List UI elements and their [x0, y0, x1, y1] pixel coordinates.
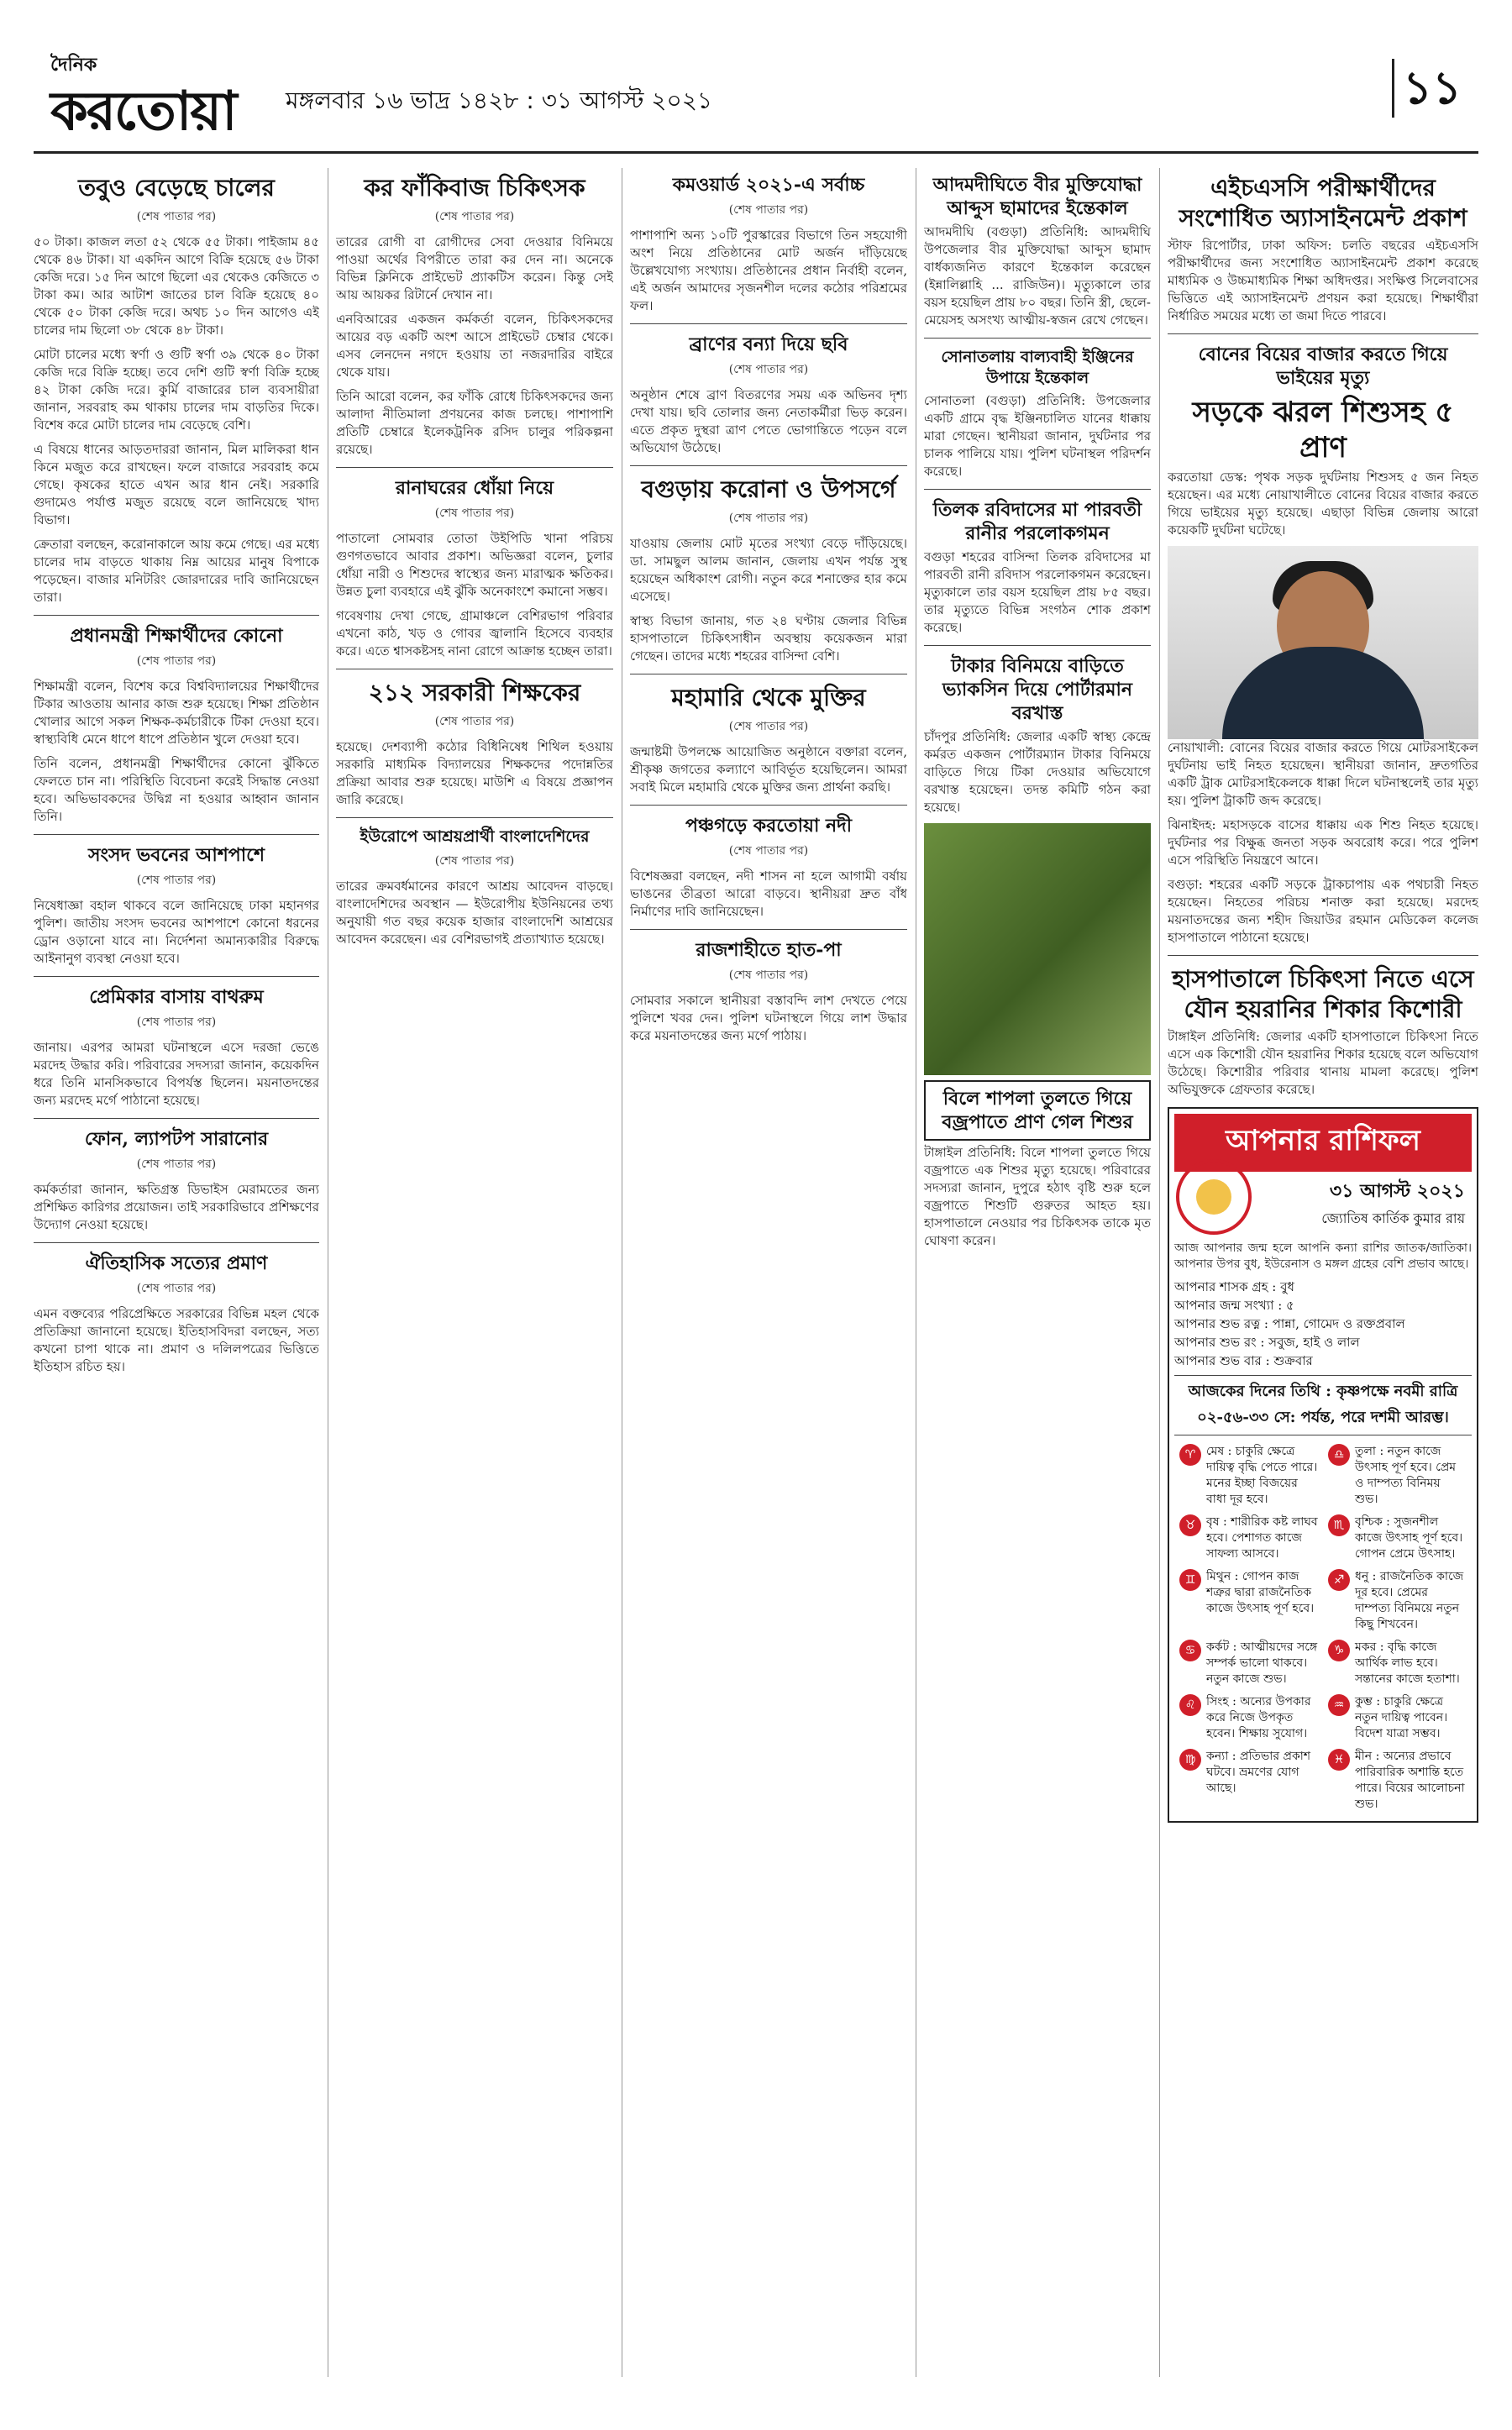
headline[interactable]: পঞ্চগড়ে করতোয়া নদী	[685, 815, 852, 837]
sign-text: ধনু : রাজনৈতিক কাজে দূর হবে। প্রেমের দাম্পত্য বিনিময়ে নতুন কিছু শিখবেন।	[1355, 1570, 1464, 1631]
news-photo[interactable]	[924, 823, 1151, 1075]
headline-sub: (শেষ পাতার পর)	[434, 210, 515, 223]
headline[interactable]: হাসপাতালে চিকিৎসা নিতে এসে যৌন হয়রানির শিকার কিশোরী	[1172, 965, 1474, 1023]
headline[interactable]: বিলে শাপলা তুলতে গিয়ে বজ্রপাতে প্রাণ গেল শিশুর	[924, 1080, 1151, 1141]
headline[interactable]: আদমদীঘিতে বীর মুক্তিযোদ্ধা আব্দুস ছামাদের ইন্তেকাল	[932, 174, 1142, 219]
article-text: তিনি আরো বলেন, কর ফাঁকি রোধে চিকিৎসকদের জন্য আলাদা নীতিমালা প্রণয়নের কাজ চলছে। পাশাপাশি প্রতিটি চেম্বারে ইলেকট্রনিক রসিদ চালুর পরিকল্পনা রয়েছে।	[336, 389, 613, 457]
capricorn-icon: ♑	[1328, 1640, 1350, 1661]
article-text: পাশাপাশি অন্য ১০টি পুরস্কারের বিভাগে তিন সহযোগী অংশ নিয়ে প্রতিষ্ঠানের মোট অর্জন দাঁড়িয়েছে উল্লেখযোগ্য সংখ্যায়। প্রতিষ্ঠানের প্রধান নির্বাহী বলেন, এই অর্জন আমাদের সৃজনশীল দলের কঠোর পরিশ্রমের ফল।	[630, 228, 907, 313]
headline[interactable]: সোনাতলায় বাল্যবাহী ইঞ্জিনের উপায়ে ইন্তেকাল	[941, 348, 1134, 387]
headline-sub: (শেষ পাতার পর)	[136, 1157, 217, 1171]
sign-text: মেষ : চাকুরি ক্ষেত্রে দায়িত্ব বৃদ্ধি পেতে পারে। মনের ইচ্ছা বিজয়ের বাধা দূর হবে।	[1206, 1445, 1318, 1506]
zodiac-sign-item	[1323, 1511, 1472, 1566]
article-text: শিক্ষামন্ত্রী বলেন, বিশেষ করে বিশ্ববিদ্যালয়ের শিক্ষার্থীদের টিকার আওতায় আনার কাজ শুরু হয়েছে। শিক্ষা প্রতিষ্ঠান খোলার আগে সকল শিক্ষক-কর্মচারীকে টিকা দেওয়া হবে। স্বাস্থ্যবিধি মেনে ধাপে ধাপে প্রতিষ্ঠান খুলে দেওয়া হবে।	[34, 679, 319, 747]
sign-text: কুম্ভ : চাকুরি ক্ষেত্রে নতুন দায়িত্ব পাবেন। বিদেশ যাত্রা সম্ভব।	[1355, 1695, 1448, 1740]
divider	[924, 645, 1151, 646]
article-text: বগুড়া: শহরের একটি সড়কে ট্রাকচাপায় এক পথচারী নিহত হয়েছেন। নিহতের পরিচয় শনাক্ত করা হয়েছে। মরদেহ ময়নাতদন্তের জন্য শহীদ জিয়াউর রহমান মেডিকেল কলেজ হাসপাতালে পাঠানো হয়েছে।	[1168, 877, 1478, 945]
tithi-line	[1174, 1375, 1472, 1435]
headline[interactable]: ২১২ সরকারী শিক্ষকের	[368, 679, 581, 706]
tithi-time: ০২-৫৬-৩৩ সে: পর্যন্ত, পরে দশমী আরম্ভ।	[1197, 1409, 1449, 1426]
article-text: তারের রোগী বা রোগীদের সেবা দেওয়ার বিনিময়ে পাওয়া অর্থের বিপরীতে তারা কর দেন না। অনেকে বিভিন্ন ক্লিনিকে প্রাইভেট প্র্যাকটিস করেন। কিন্তু সেই আয় আয়কর রিটার্নে দেখান না।	[336, 234, 613, 302]
article-text: যাওয়ায় জেলায় মোট মৃতের সংখ্যা বেড়ে দাঁড়িয়েছে। ডা. সামছুল আলম জানান, জেলায় এখন পর্যন্ত সুস্থ হয়েছেন অধিকাংশ রোগী। নতুন করে শনাক্তের হার কমে এসেছে।	[630, 536, 907, 604]
headline[interactable]: সংসদ ভবনের আশপাশে	[88, 844, 265, 866]
divider	[1168, 333, 1478, 334]
headline-sub: (শেষ পাতার পর)	[136, 874, 217, 887]
article-text: জানায়। এরপর আমরা ঘটনাস্থলে এসে দরজা ভেঙে মরদেহ উদ্ধার করি। পরিবারের সদস্যরা জানান, কয়েকদিন ধরে তিনি মানসিকভাবে বিপর্যস্ত ছিলেন। ময়নাতদন্তের জন্য মরদেহ মর্গে পাঠানো হয়েছে।	[34, 1040, 319, 1108]
column-4	[924, 168, 1151, 2377]
headline[interactable]: মহামারি থেকে মুক্তির	[671, 684, 866, 711]
horoscope-info: আপনার জন্ম সংখ্যা : ৫	[1174, 1298, 1294, 1313]
scorpio-icon: ♏	[1328, 1514, 1350, 1536]
headline[interactable]: সড়কে ঝরল শিশুসহ ৫ প্রাণ	[1192, 396, 1454, 464]
headline[interactable]: রানাঘরের ধোঁয়া নিয়ে	[395, 477, 554, 499]
zodiac-sign-item	[1174, 1511, 1323, 1566]
headline[interactable]: তবুও বেড়েছে চালের	[78, 174, 275, 202]
divider	[336, 467, 613, 468]
article-text: স্বাস্থ্য বিভাগ জানায়, গত ২৪ ঘণ্টায় জেলার বিভিন্ন হাসপাতালে চিকিৎসাধীন অবস্থায় কয়েকজন মারা গেছেন। তাদের মধ্যে শহরের বাসিন্দা বেশি।	[630, 613, 907, 664]
gemini-icon: ♊	[1179, 1569, 1201, 1591]
tithi-text: আজকের দিনের তিথি : কৃষ্ণপক্ষে নবমী রাত্রি	[1188, 1383, 1458, 1400]
zodiac-sign-item	[1323, 1566, 1472, 1636]
column-2	[336, 168, 613, 2377]
divider	[924, 338, 1151, 339]
sign-text: সিংহ : অন্যের উপকার করে নিজে উপকৃত হবেন। শিক্ষায় সুযোগ।	[1206, 1695, 1311, 1740]
zodiac-sign-item	[1174, 1566, 1323, 1636]
headline-sub: (শেষ পাতার পর)	[434, 506, 515, 520]
article-text: বিশেষজ্ঞরা বলছেন, নদী শাসন না হলে আগামী বর্ষায় ভাঙনের তীব্রতা আরো বাড়বে। স্থানীয়রা দ্রুত বাঁধ নির্মাণের দাবি জানিয়েছেন।	[630, 869, 907, 919]
sign-text: বৃশ্চিক : সুজনশীল কাজে উৎসাহ পূর্ণ হবে। গোপন প্রেমে উৎসাহ।	[1355, 1515, 1463, 1561]
article-text: চাঁদপুর প্রতিনিধি: জেলার একটি স্বাস্থ্য কেন্দ্রে কর্মরত একজন পোর্টারম্যান টাকার বিনিময়ে বাড়িতে গিয়ে টিকা দেওয়ার অভিযোগে বরখাস্ত হয়েছেন। তদন্ত কমিটি গঠন করা হয়েছে।	[924, 729, 1151, 815]
horoscope-info: আপনার শুভ রং : সবুজ, হাই ও লাল	[1174, 1335, 1360, 1350]
headline[interactable]: তিলক রবিদাসের মা পারবতী রানীর পরলোকগমন	[932, 499, 1142, 544]
horoscope-date: ৩১ আগস্ট ২০২১	[1329, 1180, 1465, 1202]
zodiac-sign-item	[1323, 1745, 1472, 1816]
sign-text: কন্যা : প্রতিভার প্রকাশ ঘটবে। ভ্রমণের যোগ আছে।	[1206, 1750, 1311, 1795]
article-text: টাঙ্গাইল প্রতিনিধি: বিলে শাপলা তুলতে গিয়ে বজ্রপাতে এক শিশুর মৃত্যু হয়েছে। পরিবারের সদস্যরা জানান, দুপুরে হঠাৎ বৃষ্টি শুরু হলে বজ্রপাতে শিশুটি গুরুতর আহত হয়। হাসপাতালে নেওয়ার পর চিকিৎসক তাকে মৃত ঘোষণা করেন।	[924, 1145, 1151, 1248]
article-text: বগুড়া শহরের বাসিন্দা তিলক রবিদাসের মা পারবতী রানী রবিদাস পরলোকগমন করেছেন। মৃত্যুকালে তার বয়স হয়েছিল প্রায় ৮৫ বছর। তার মৃত্যুতে বিভিন্ন সংগঠন শোক প্রকাশ করেছে।	[924, 549, 1151, 635]
headline-sub: (শেষ পাতার পর)	[136, 1282, 217, 1295]
headline[interactable]: প্রধানমন্ত্রী শিক্ষার্থীদের কোনো	[70, 625, 283, 647]
article-text: গবেষণায় দেখা গেছে, গ্রামাঞ্চলে বেশিরভাগ পরিবার এখনো কাঠ, খড় ও গোবর জ্বালানি হিসেবে ব্যবহার করে। এতে শ্বাসকষ্টসহ নানা রোগে আক্রান্ত হচ্ছেন তারা।	[336, 608, 613, 659]
divider	[630, 805, 907, 806]
article-text: কর্মকর্তারা জানান, ক্ষতিগ্রস্ত ডিভাইস মেরামতের জন্য প্রশিক্ষিত কারিগর প্রয়োজন। তাই সরকারিভাবে প্রশিক্ষণের উদ্যোগ নেওয়া হয়েছে।	[34, 1182, 319, 1232]
zodiac-sign-item	[1174, 1745, 1323, 1816]
article-text: করতোয়া ডেস্ক: পৃথক সড়ক দুর্ঘটনায় শিশুসহ ৫ জন নিহত হয়েছেন। এর মধ্যে নোয়াখালীতে বোনের বিয়ের বাজার করতে গিয়ে ভাইয়ের মৃত্যু হয়েছে। এছাড়া বিভিন্ন জেলায় আরো কয়েকটি দুর্ঘটনা ঘটেছে।	[1168, 470, 1478, 538]
horoscope-byline: জ্যোতিষ কার্তিক কুমার রায়	[1321, 1210, 1465, 1226]
headline[interactable]: ফোন, ল্যাপটপ সারানোর	[84, 1128, 269, 1150]
headline-sub: (শেষ পাতার পর)	[728, 968, 809, 982]
zodiac-sign-item	[1323, 1691, 1472, 1745]
sign-text: তুলা : নতুন কাজে উৎসাহ পূর্ণ হবে। প্রেম ও দাম্পত্য বিনিময় শুভ।	[1355, 1445, 1457, 1506]
zodiac-sign-item	[1174, 1636, 1323, 1691]
aquarius-icon: ♒	[1328, 1694, 1350, 1716]
horoscope-intro: আজ আপনার জন্ম হলে আপনি কন্যা রাশির জাতক/জাতিকা। আপনার উপর বুধ, ইউরেনাস ও মঙ্গল গ্রহের বেশি প্রভাব আছে।	[1174, 1241, 1472, 1271]
divider	[34, 1242, 319, 1243]
zodiac-signs	[1174, 1441, 1472, 1816]
article-text: তিনি বলেন, প্রধানমন্ত্রী শিক্ষার্থীদের কোনো ঝুঁকিতে ফেলতে চান না। পরিস্থিতি বিবেচনা করেই সিদ্ধান্ত নেওয়া হবে। অভিভাবকদের উদ্বিগ্ন না হওয়ার আহ্বান জানান তিনি।	[34, 756, 319, 824]
newspaper-page	[34, 34, 1478, 2396]
leo-icon: ♌	[1179, 1694, 1201, 1716]
portrait-photo[interactable]	[1168, 546, 1478, 739]
headline[interactable]: ঐতিহাসিক সত্যের প্রমাণ	[85, 1252, 268, 1274]
headline-sub: (শেষ পাতার পর)	[136, 1016, 217, 1029]
article-text: স্টাফ রিপোর্টার, ঢাকা অফিস: চলতি বছরের এইচএসসি পরীক্ষার্থীদের জন্য সংশোধিত অ্যাসাইনমেন্ট প্রকাশ করেছে মাধ্যমিক ও উচ্চমাধ্যমিক শিক্ষা অধিদপ্তর। সংক্ষিপ্ত সিলেবাসের ভিত্তিতে এই অ্যাসাইনমেন্ট প্রণয়ন করা হয়েছে। শিক্ষার্থীরা নির্ধারিত সময়ের মধ্যে তা জমা দিতে পারবে।	[1168, 238, 1478, 323]
headline-sub: (শেষ পাতার পর)	[728, 363, 809, 376]
zodiac-sign-item	[1323, 1441, 1472, 1511]
headline-sub: (শেষ পাতার পর)	[136, 210, 217, 223]
headline[interactable]: বগুড়ায় করোনা ও উপসর্গে	[641, 475, 896, 503]
virgo-icon: ♍	[1179, 1749, 1201, 1771]
article-text: নিষেধাজ্ঞা বহাল থাকবে বলে জানিয়েছে ঢাকা মহানগর পুলিশ। জাতীয় সংসদ ভবনের আশপাশে কোনো ধরনের ড্রোন ওড়ানো যাবে না। নির্দেশনা অমান্যকারীর বিরুদ্ধে আইনানুগ ব্যবস্থা নেওয়া হবে।	[34, 898, 319, 966]
dateline: মঙ্গলবার ১৬ ভাদ্র ১৪২৮ : ৩১ আগস্ট ২০২১	[286, 87, 713, 114]
article-text: আদমদীঘি (বগুড়া) প্রতিনিধি: আদমদীঘি উপজেলার বীর মুক্তিযোদ্ধা আব্দুস ছামাদ বার্ধক্যজনিত কারণে ইন্তেকাল করেছেন (ইন্নালিল্লাহি ... রাজিউন)। মৃত্যুকালে তার বয়স হয়েছিল প্রায় ৮০ বছর। তিনি স্ত্রী, ছেলে-মেয়েসহ অসংখ্য আত্মীয়-স্বজন রেখে গেছেন।	[924, 224, 1151, 328]
newspaper-logo[interactable]	[50, 50, 244, 143]
cancer-icon: ♋	[1179, 1640, 1201, 1661]
divider	[630, 465, 907, 466]
column-1	[34, 168, 319, 2377]
headline-sub: (শেষ পাতার পর)	[728, 203, 809, 217]
divider	[630, 323, 907, 324]
headline-sub: (শেষ পাতার পর)	[728, 512, 809, 525]
article-text: ৫০ টাকা। কাজল লতা ৫২ থেকে ৫৫ টাকা। পাইজাম ৪৫ থেকে ৪৬ টাকা। যা একদিন আগে বিক্রি হয়েছে ৫৬ টাকা কেজি দরে। ১৫ দিন আগে ছিলো এর থেকেও কেজিতে ৩ টাকা কম। আর আটাশ জাতের চাল বিক্রি হয়েছে ৪০ থেকে ৫০ টাকা কেজি দরে। অথচ ১০ দিন আগেও এই চালের দাম ছিলো ৩৮ থেকে ৪৮ টাকা।	[34, 234, 319, 338]
headline-sub: (শেষ পাতার পর)	[728, 844, 809, 858]
sign-text: কর্কট : আত্মীয়দের সঙ্গে সম্পর্ক ভালো থাকবে। নতুন কাজে শুভ।	[1206, 1640, 1318, 1686]
zodiac-sign-item	[1174, 1441, 1323, 1511]
logo-small-text: দৈনিক	[50, 54, 97, 76]
taurus-icon: ♉	[1179, 1514, 1201, 1536]
masthead	[34, 34, 1478, 154]
pisces-icon: ♓	[1328, 1749, 1350, 1771]
horoscope-box	[1168, 1107, 1478, 1823]
article-text: হয়েছে। দেশব্যাপী কঠোর বিধিনিষেধ শিথিল হওয়ায় সরকারি মাধ্যমিক বিদ্যালয়ের শিক্ষকদের পদোন্নতির প্রক্রিয়া আবার শুরু হয়েছে। মাউশি এ বিষয়ে প্রজ্ঞাপন জারি করেছে।	[336, 739, 613, 807]
headline[interactable]: রাজশাহীতে হাত-পা	[696, 939, 842, 961]
horoscope-info: আপনার শুভ রত্ন : পান্না, গোমেদ ও রক্তপ্রবাল	[1174, 1316, 1405, 1331]
headline-sub: (শেষ পাতার পর)	[728, 720, 809, 733]
column-5	[1168, 168, 1478, 2377]
article-text: পাতালো সোমবার তোতা উইপিডি খানা পরিচয় গুণগতভাবে আবার প্রকাশ। অভিজ্ঞরা বলেন, চুলার ধোঁয়া নারী ও শিশুদের স্বাস্থ্যের জন্য মারাত্মক ক্ষতিকর। উন্নত চুলা ব্যবহারে এই ঝুঁকি অনেকাংশে কমানো সম্ভব।	[336, 531, 613, 599]
article-text: এমন বক্তব্যের পরিপ্রেক্ষিতে সরকারের বিভিন্ন মহল থেকে প্রতিক্রিয়া জানানো হয়েছে। ইতিহাসবিদরা বলছেন, সত্য কখনো চাপা থাকে না। প্রমাণ ও দলিলপত্রের ভিত্তিতে ইতিহাস রচিত হয়।	[34, 1306, 319, 1374]
horoscope-info: আপনার শুভ বার : শুক্রবার	[1174, 1353, 1313, 1368]
headline[interactable]: এইচএসসি পরীক্ষার্থীদের সংশোধিত অ্যাসাইনমেন্ট প্রকাশ	[1179, 174, 1467, 232]
horoscope-title: আপনার রাশিফল	[1174, 1114, 1472, 1172]
headline-sub: (শেষ পাতার পর)	[434, 715, 515, 728]
article-text: জন্মাষ্টমী উপলক্ষে আয়োজিত অনুষ্ঠানে বক্তারা বলেন, শ্রীকৃষ্ণ জগতের কল্যাণে আবির্ভূত হয়েছিলেন। আমরা সবাই মিলে মহামারি থেকে মুক্তির জন্য প্রার্থনা করছি।	[630, 744, 907, 795]
divider	[34, 834, 319, 835]
divider	[34, 1118, 319, 1119]
divider	[630, 929, 907, 930]
article-text: ক্রেতারা বলছেন, করোনাকালে আয় কমে গেছে। এর মধ্যে চালের দাম বাড়তে থাকায় নিম্ন আয়ের মানুষ বিপাকে পড়েছেন। বাজার মনিটরিং জোরদারের দাবি জানিয়েছেন তারা।	[34, 537, 319, 605]
zodiac-sign-item	[1174, 1691, 1323, 1745]
article-text: তারের ক্রমবর্ধমানের কারণে আশ্রয় আবেদন বাড়ছে। বাংলাদেশিদের অবস্থান — ইউরোপীয় ইউনিয়নের তথ্য অনুযায়ী গত বছর কয়েক হাজার বাংলাদেশি আশ্রয়ের আবেদন করেছেন। এর বেশিরভাগই প্রত্যাখ্যাত হয়েছে।	[336, 879, 613, 947]
divider	[336, 817, 613, 818]
sign-text: বৃষ : শারীরিক কষ্ট লাঘব হবে। পেশাগত কাজে সাফল্য আসবে।	[1206, 1515, 1318, 1561]
headline[interactable]: ইউরোপে আশ্রয়প্রার্থী বাংলাদেশিদের	[360, 827, 590, 846]
headline[interactable]: প্রেমিকার বাসায় বাথরুম	[89, 986, 264, 1008]
horoscope-info: আপনার শাসক গ্রহ : বুধ	[1174, 1279, 1294, 1294]
page-number: ১১	[1392, 59, 1470, 118]
article-text: অনুষ্ঠান শেষে ব্রাণ বিতরণের সময় এক অভিনব দৃশ্য দেখা যায়। ছবি তোলার জন্য নেতাকর্মীরা ভিড় করেন। এতে প্রকৃত দুস্থরা ত্রাণ পেতে ভোগান্তিতে পড়েন বলে অভিযোগ উঠেছে।	[630, 387, 907, 455]
libra-icon: ♎	[1328, 1444, 1350, 1466]
article-text: মোটা চালের মধ্যে স্বর্ণা ও গুটি স্বর্ণা ৩৯ থেকে ৪০ টাকা কেজি দরে বিক্রি হচ্ছে। তবে দেশি গুটি স্বর্ণা বিক্রি হচ্ছে ৪২ টাকা কেজি দরে। কুর্মি বাজারের চাল ব্যবসায়ীরা জানান, সরবরাহ কম থাকায় চালের দাম বাড়তির দিকে। বিশেষ করে মোটা চালের দাম বেড়েছে বেশি।	[34, 347, 319, 433]
divider	[34, 976, 319, 977]
sign-text: মীন : অন্যের প্রভাবে পারিবারিক অশান্তি হতে পারে। বিয়ের আলোচনা শুভ।	[1355, 1750, 1465, 1811]
article-text: এনবিআরের একজন কর্মকর্তা বলেন, চিকিৎসকদের আয়ের বড় একটি অংশ আসে প্রাইভেট চেম্বার থেকে। এসব লেনদেন নগদে হওয়ায় তা নজরদারির বাইরে থেকে যায়।	[336, 312, 613, 380]
article-text: নোয়াখালী: বোনের বিয়ের বাজার করতে গিয়ে মোটরসাইকেল দুর্ঘটনায় ভাই নিহত হয়েছেন। স্থানীয়রা জানান, দ্রুতগতির একটি ট্রাক মোটরসাইকেলকে ধাক্কা দিলে ঘটনাস্থলেই তার মৃত্যু হয়। পুলিশ ট্রাকটি জব্দ করেছে।	[1168, 740, 1478, 808]
aries-icon: ♈	[1179, 1444, 1201, 1466]
article-text: টাঙ্গাইল প্রতিনিধি: জেলার একটি হাসপাতালে চিকিৎসা নিতে এসে এক কিশোরী যৌন হয়রানির শিকার হয়েছে বলে অভিযোগ উঠেছে। কিশোরীর পরিবার থানায় মামলা করেছে। পুলিশ অভিযুক্তকে গ্রেফতার করেছে।	[1168, 1029, 1478, 1097]
sign-text: মিথুন : গোপন কাজ শত্রুর দ্বারা রাজনৈতিক কাজে উৎসাহ পূর্ণ হবে।	[1206, 1570, 1315, 1615]
divider	[924, 489, 1151, 490]
headline-kicker[interactable]: বোনের বিয়ের বাজার করতে গিয়ে ভাইয়ের মৃত্যু	[1198, 344, 1448, 389]
divider	[34, 615, 319, 616]
article-text: এ বিষয়ে ধানের আড়তদাররা জানান, মিল মালিকরা ধান কিনে মজুত করে রাখছেন। ফলে বাজারে সরবরাহ কমে গেছে। কৃষকের হাতে এখন আর ধান নেই। সরকারি গুদামেও পর্যাপ্ত মজুত রয়েছে বলে জানিয়েছে খাদ্য বিভাগ।	[34, 442, 319, 527]
headline-sub: (শেষ পাতার পর)	[434, 854, 515, 868]
headline[interactable]: কর ফাঁকিবাজ চিকিৎসক	[364, 174, 585, 202]
zodiac-wheel-icon	[1176, 1159, 1252, 1235]
logo-big-text: করতোয়া	[50, 81, 236, 143]
article-text: সোমবার সকালে স্থানীয়রা বস্তাবন্দি লাশ দেখতে পেয়ে পুলিশে খবর দেন। পুলিশ ঘটনাস্থলে গিয়ে লাশ উদ্ধার করে ময়নাতদন্তের জন্য মর্গে পাঠায়।	[630, 993, 907, 1043]
headline-sub: (শেষ পাতার পর)	[136, 654, 217, 668]
headline[interactable]: টাকার বিনিময়ে বাড়িতে ভ্যাকসিন দিয়ে পোর্টারমান বরখাস্ত	[942, 655, 1132, 724]
column-divider	[1159, 168, 1160, 2377]
headline[interactable]: কমওয়ার্ড ২০২১-এ সর্বাচ্চ	[672, 174, 865, 196]
portrait-body	[1222, 647, 1424, 739]
column-3	[630, 168, 907, 2377]
headline[interactable]: ব্রাণের বন্যা দিয়ে ছবি	[689, 333, 848, 355]
article-text: ঝিনাইদহ: মহাসড়কে বাসের ধাক্কায় এক শিশু নিহত হয়েছে। দুর্ঘটনার পর বিক্ষুব্ধ জনতা সড়ক অবরোধ করে। পরে পুলিশ এসে পরিস্থিতি নিয়ন্ত্রণে আনে।	[1168, 817, 1478, 868]
divider	[1168, 955, 1478, 956]
article-text: সোনাতলা (বগুড়া) প্রতিনিধি: উপজেলার একটি গ্রামে বৃদ্ধ ইঞ্জিনচালিত যানের ধাক্কায় মারা গেছেন। স্থানীয়রা জানান, দুর্ঘটনার পর চালক পালিয়ে যায়। পুলিশ ঘটনাস্থল পরিদর্শন করেছে।	[924, 393, 1151, 479]
zodiac-sign-item	[1323, 1636, 1472, 1691]
sagittarius-icon: ♐	[1328, 1569, 1350, 1591]
sign-text: মকর : বৃদ্ধি কাজে আর্থিক লাভ হবে। সন্তানের কাজে হতাশা।	[1355, 1640, 1460, 1686]
